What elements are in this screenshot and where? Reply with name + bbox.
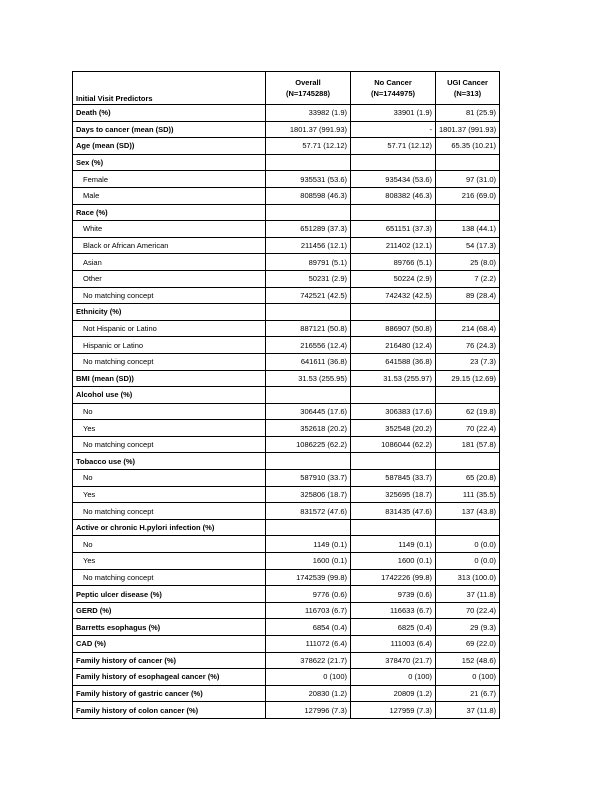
row-label: Alcohol use (%)	[73, 387, 266, 404]
cell-ugi-cancer: 37 (11.8)	[436, 586, 500, 603]
cell-ugi-cancer: 1801.37 (991.93)	[436, 121, 500, 138]
cell-overall	[266, 387, 351, 404]
table-row	[73, 470, 500, 487]
cell-ugi-cancer: 214 (68.4)	[436, 320, 500, 337]
table-row	[73, 652, 500, 669]
cell-ugi-cancer: 181 (57.8)	[436, 436, 500, 453]
cell-ugi-cancer: 0 (100)	[436, 669, 500, 686]
row-label: Death (%)	[73, 105, 266, 122]
cell-overall: 116703 (6.7)	[266, 602, 351, 619]
cell-no-cancer: 89766 (5.1)	[351, 254, 436, 271]
cell-no-cancer: 111003 (6.4)	[351, 636, 436, 653]
row-label: Active or chronic H.pylori infection (%)	[73, 519, 266, 536]
row-label: Yes	[73, 553, 266, 570]
cell-ugi-cancer	[436, 387, 500, 404]
cell-overall	[266, 204, 351, 221]
cell-no-cancer: 6825 (0.4)	[351, 619, 436, 636]
cell-no-cancer: 831435 (47.6)	[351, 503, 436, 520]
cell-no-cancer: 742432 (42.5)	[351, 287, 436, 304]
cell-ugi-cancer	[436, 204, 500, 221]
row-label: Hispanic or Latino	[73, 337, 266, 354]
table-row	[73, 536, 500, 553]
table-row	[73, 387, 500, 404]
table-row	[73, 270, 500, 287]
cell-ugi-cancer	[436, 304, 500, 321]
cell-ugi-cancer	[436, 453, 500, 470]
cell-no-cancer: 216480 (12.4)	[351, 337, 436, 354]
row-label: No	[73, 536, 266, 553]
cell-overall: 1086225 (62.2)	[266, 436, 351, 453]
cell-no-cancer: 1149 (0.1)	[351, 536, 436, 553]
cell-overall: 587910 (33.7)	[266, 470, 351, 487]
cell-ugi-cancer: 54 (17.3)	[436, 237, 500, 254]
cell-overall: 211456 (12.1)	[266, 237, 351, 254]
cell-ugi-cancer: 0 (0.0)	[436, 536, 500, 553]
cell-overall: 216556 (12.4)	[266, 337, 351, 354]
cell-no-cancer: 31.53 (255.97)	[351, 370, 436, 387]
row-label: No matching concept	[73, 569, 266, 586]
predictors-table	[72, 71, 500, 719]
cell-ugi-cancer: 69 (22.0)	[436, 636, 500, 653]
cell-no-cancer: 587845 (33.7)	[351, 470, 436, 487]
cell-no-cancer: 0 (100)	[351, 669, 436, 686]
table-row	[73, 171, 500, 188]
cell-no-cancer: 50224 (2.9)	[351, 270, 436, 287]
table-row	[73, 486, 500, 503]
cell-overall: 306445 (17.6)	[266, 403, 351, 420]
cell-overall: 651289 (37.3)	[266, 221, 351, 238]
table-row	[73, 254, 500, 271]
table-row	[73, 138, 500, 155]
cell-overall: 50231 (2.9)	[266, 270, 351, 287]
cell-overall: 111072 (6.4)	[266, 636, 351, 653]
row-label: Black or African American	[73, 237, 266, 254]
cell-overall: 127996 (7.3)	[266, 702, 351, 719]
table-row	[73, 370, 500, 387]
cell-no-cancer: 641588 (36.8)	[351, 353, 436, 370]
cell-overall: 89791 (5.1)	[266, 254, 351, 271]
table-header-row	[73, 72, 500, 105]
row-label: Race (%)	[73, 204, 266, 221]
row-label: Family history of colon cancer (%)	[73, 702, 266, 719]
table-row	[73, 436, 500, 453]
row-label: BMI (mean (SD))	[73, 370, 266, 387]
cell-no-cancer: 211402 (12.1)	[351, 237, 436, 254]
cell-overall: 9776 (0.6)	[266, 586, 351, 603]
cell-ugi-cancer: 65 (20.8)	[436, 470, 500, 487]
table-row	[73, 187, 500, 204]
row-label: Family history of esophageal cancer (%)	[73, 669, 266, 686]
cell-no-cancer	[351, 453, 436, 470]
cell-ugi-cancer: 313 (100.0)	[436, 569, 500, 586]
cell-no-cancer: 116633 (6.7)	[351, 602, 436, 619]
table-row	[73, 503, 500, 520]
cell-no-cancer	[351, 154, 436, 171]
table-row	[73, 702, 500, 719]
cell-ugi-cancer: 29 (9.3)	[436, 619, 500, 636]
table-row	[73, 105, 500, 122]
cell-overall: 325806 (18.7)	[266, 486, 351, 503]
cell-overall: 0 (100)	[266, 669, 351, 686]
cell-no-cancer: 1742226 (99.8)	[351, 569, 436, 586]
row-label: Female	[73, 171, 266, 188]
cell-no-cancer: 352548 (20.2)	[351, 420, 436, 437]
row-label: Days to cancer (mean (SD))	[73, 121, 266, 138]
cell-overall: 831572 (47.6)	[266, 503, 351, 520]
row-label: No matching concept	[73, 436, 266, 453]
cell-overall: 20830 (1.2)	[266, 685, 351, 702]
row-label: Family history of cancer (%)	[73, 652, 266, 669]
header-label: Initial Visit Predictors	[73, 72, 266, 105]
cell-no-cancer: 20809 (1.2)	[351, 685, 436, 702]
cell-ugi-cancer: 76 (24.3)	[436, 337, 500, 354]
cell-overall	[266, 304, 351, 321]
cell-ugi-cancer	[436, 519, 500, 536]
cell-overall: 1801.37 (991.93)	[266, 121, 351, 138]
cell-ugi-cancer: 216 (69.0)	[436, 187, 500, 204]
cell-ugi-cancer: 111 (35.5)	[436, 486, 500, 503]
cell-no-cancer	[351, 204, 436, 221]
row-label: Tobacco use (%)	[73, 453, 266, 470]
cell-ugi-cancer: 7 (2.2)	[436, 270, 500, 287]
cell-ugi-cancer	[436, 154, 500, 171]
table-row	[73, 320, 500, 337]
cell-ugi-cancer: 89 (28.4)	[436, 287, 500, 304]
cell-ugi-cancer: 65.35 (10.21)	[436, 138, 500, 155]
header-ugi-cancer-name: UGI Cancer	[447, 78, 488, 87]
table-row	[73, 304, 500, 321]
cell-ugi-cancer: 25 (8.0)	[436, 254, 500, 271]
header-no-cancer	[351, 72, 436, 105]
header-no-cancer-name: No Cancer	[374, 78, 412, 87]
cell-no-cancer: 651151 (37.3)	[351, 221, 436, 238]
table-row	[73, 221, 500, 238]
row-label: Male	[73, 187, 266, 204]
table-row	[73, 420, 500, 437]
table-row	[73, 553, 500, 570]
table-row	[73, 519, 500, 536]
table-row	[73, 353, 500, 370]
table-row	[73, 453, 500, 470]
cell-no-cancer: 57.71 (12.12)	[351, 138, 436, 155]
cell-overall: 1600 (0.1)	[266, 553, 351, 570]
cell-no-cancer: 808382 (46.3)	[351, 187, 436, 204]
cell-no-cancer: 1600 (0.1)	[351, 553, 436, 570]
cell-ugi-cancer: 37 (11.8)	[436, 702, 500, 719]
cell-overall	[266, 154, 351, 171]
table-row	[73, 685, 500, 702]
row-label: Other	[73, 270, 266, 287]
cell-no-cancer: 306383 (17.6)	[351, 403, 436, 420]
header-ugi-cancer	[436, 72, 500, 105]
table-body	[73, 105, 500, 719]
cell-overall: 1742539 (99.8)	[266, 569, 351, 586]
row-label: CAD (%)	[73, 636, 266, 653]
cell-ugi-cancer: 21 (6.7)	[436, 685, 500, 702]
cell-ugi-cancer: 138 (44.1)	[436, 221, 500, 238]
cell-ugi-cancer: 152 (48.6)	[436, 652, 500, 669]
table-row	[73, 569, 500, 586]
row-label: No	[73, 403, 266, 420]
cell-overall: 57.71 (12.12)	[266, 138, 351, 155]
table-row	[73, 586, 500, 603]
row-label: No matching concept	[73, 503, 266, 520]
cell-overall: 1149 (0.1)	[266, 536, 351, 553]
cell-ugi-cancer: 137 (43.8)	[436, 503, 500, 520]
cell-overall: 887121 (50.8)	[266, 320, 351, 337]
table-row	[73, 636, 500, 653]
header-overall-n: (N=1745288)	[286, 89, 330, 98]
table-row	[73, 287, 500, 304]
cell-no-cancer: 325695 (18.7)	[351, 486, 436, 503]
cell-no-cancer: 935434 (53.6)	[351, 171, 436, 188]
row-label: Barretts esophagus (%)	[73, 619, 266, 636]
cell-overall: 6854 (0.4)	[266, 619, 351, 636]
row-label: No	[73, 470, 266, 487]
row-label: Family history of gastric cancer (%)	[73, 685, 266, 702]
row-label: White	[73, 221, 266, 238]
cell-overall: 808598 (46.3)	[266, 187, 351, 204]
cell-no-cancer: 127959 (7.3)	[351, 702, 436, 719]
header-no-cancer-n: (N=1744975)	[371, 89, 415, 98]
table-row	[73, 602, 500, 619]
cell-ugi-cancer: 23 (7.3)	[436, 353, 500, 370]
row-label: Ethnicity (%)	[73, 304, 266, 321]
cell-no-cancer	[351, 387, 436, 404]
row-label: Yes	[73, 420, 266, 437]
row-label: GERD (%)	[73, 602, 266, 619]
cell-no-cancer: -	[351, 121, 436, 138]
table-row	[73, 154, 500, 171]
cell-overall: 352618 (20.2)	[266, 420, 351, 437]
table-row	[73, 121, 500, 138]
row-label: Not Hispanic or Latino	[73, 320, 266, 337]
table-row	[73, 337, 500, 354]
cell-no-cancer	[351, 519, 436, 536]
row-label: Yes	[73, 486, 266, 503]
cell-overall	[266, 519, 351, 536]
cell-no-cancer: 9739 (0.6)	[351, 586, 436, 603]
row-label: No matching concept	[73, 353, 266, 370]
cell-overall: 378622 (21.7)	[266, 652, 351, 669]
cell-no-cancer	[351, 304, 436, 321]
cell-ugi-cancer: 81 (25.9)	[436, 105, 500, 122]
table-row	[73, 403, 500, 420]
table-row	[73, 204, 500, 221]
cell-no-cancer: 33901 (1.9)	[351, 105, 436, 122]
cell-overall: 31.53 (255.95)	[266, 370, 351, 387]
table-row	[73, 237, 500, 254]
cell-no-cancer: 1086044 (62.2)	[351, 436, 436, 453]
row-label: Peptic ulcer disease (%)	[73, 586, 266, 603]
cell-ugi-cancer: 70 (22.4)	[436, 420, 500, 437]
cell-no-cancer: 886907 (50.8)	[351, 320, 436, 337]
table-row	[73, 669, 500, 686]
cell-no-cancer: 378470 (21.7)	[351, 652, 436, 669]
header-overall	[266, 72, 351, 105]
table-row	[73, 619, 500, 636]
row-label: No matching concept	[73, 287, 266, 304]
row-label: Asian	[73, 254, 266, 271]
row-label: Sex (%)	[73, 154, 266, 171]
row-label: Age (mean (SD))	[73, 138, 266, 155]
cell-overall: 641611 (36.8)	[266, 353, 351, 370]
cell-ugi-cancer: 97 (31.0)	[436, 171, 500, 188]
header-overall-name: Overall	[295, 78, 321, 87]
cell-overall	[266, 453, 351, 470]
cell-overall: 742521 (42.5)	[266, 287, 351, 304]
cell-overall: 935531 (53.6)	[266, 171, 351, 188]
cell-ugi-cancer: 0 (0.0)	[436, 553, 500, 570]
cell-ugi-cancer: 70 (22.4)	[436, 602, 500, 619]
header-ugi-cancer-n: (N=313)	[453, 89, 482, 98]
cell-overall: 33982 (1.9)	[266, 105, 351, 122]
cell-ugi-cancer: 29.15 (12.69)	[436, 370, 500, 387]
cell-ugi-cancer: 62 (19.8)	[436, 403, 500, 420]
